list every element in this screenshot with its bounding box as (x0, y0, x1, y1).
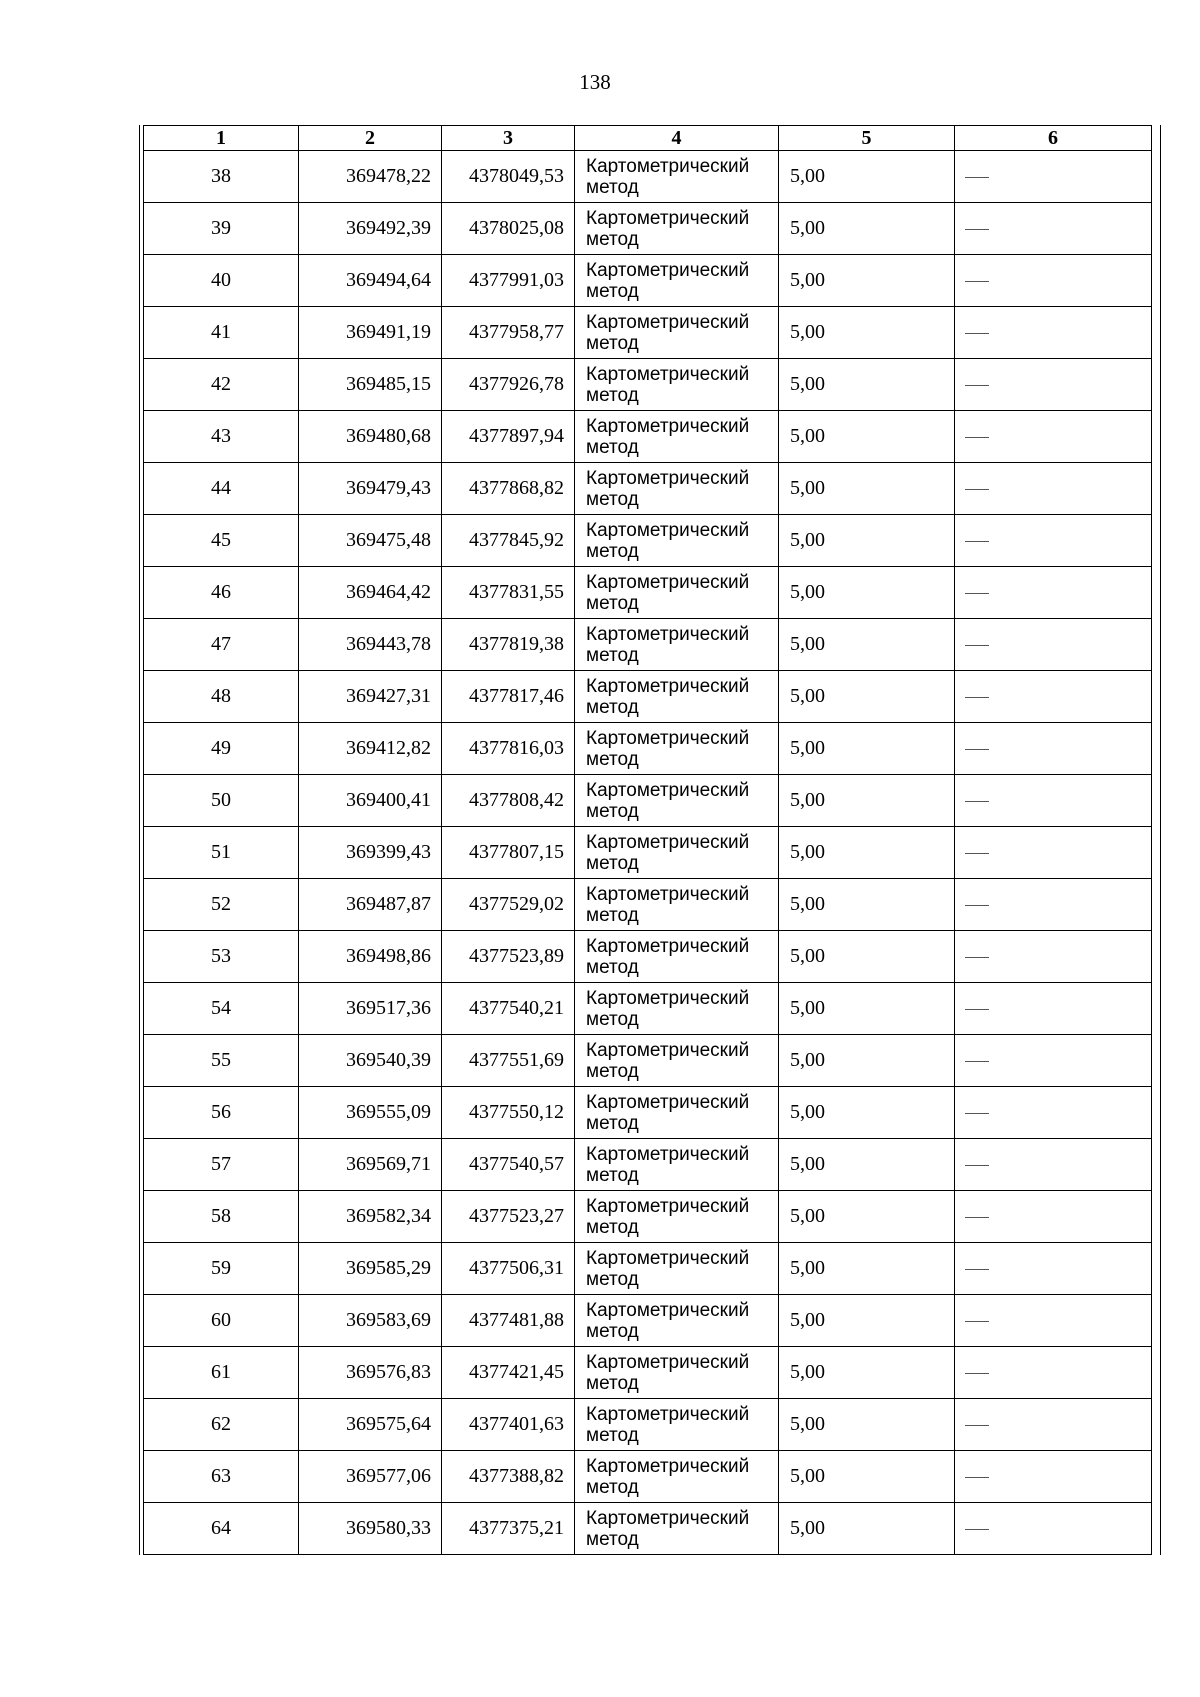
table-row (144, 1451, 1152, 1503)
x-coordinate-cell: 369582,34 (299, 1191, 442, 1243)
dash-glyph (965, 1061, 989, 1062)
table-row (144, 463, 1152, 515)
note-cell (955, 1347, 1152, 1399)
method-text-line-2: метод (586, 644, 639, 666)
method-cell (575, 359, 779, 411)
point-number-cell: 60 (144, 1295, 299, 1347)
column-header: 3 (442, 126, 575, 151)
dash-glyph (965, 1217, 989, 1218)
accuracy-cell: 5,00 (779, 1139, 955, 1191)
x-coordinate-cell: 369575,64 (299, 1399, 442, 1451)
y-coordinate-cell: 4377897,94 (442, 411, 575, 463)
method-text-line-1: Картометрический (586, 259, 750, 281)
column-header: 2 (299, 126, 442, 151)
method-text-line-2: метод (586, 1060, 639, 1082)
y-coordinate-cell: 4377845,92 (442, 515, 575, 567)
coordinates-table (143, 125, 1152, 1555)
x-coordinate-cell: 369517,36 (299, 983, 442, 1035)
table-header-row (144, 126, 1152, 151)
method-text-line-2: метод (586, 696, 639, 718)
dash-glyph (965, 749, 989, 750)
method-cell (575, 463, 779, 515)
method-cell (575, 827, 779, 879)
note-cell (955, 567, 1152, 619)
accuracy-cell: 5,00 (779, 1503, 955, 1555)
point-number-cell: 61 (144, 1347, 299, 1399)
method-cell (575, 723, 779, 775)
x-coordinate-cell: 369480,68 (299, 411, 442, 463)
method-cell (575, 1035, 779, 1087)
method-text-line-2: метод (586, 1320, 639, 1342)
note-cell (955, 827, 1152, 879)
accuracy-cell: 5,00 (779, 567, 955, 619)
method-text-line-1: Картометрический (586, 1247, 750, 1269)
method-text-line-2: метод (586, 1216, 639, 1238)
table-row (144, 1087, 1152, 1139)
point-number-cell: 42 (144, 359, 299, 411)
column-header: 1 (144, 126, 299, 151)
point-number-cell: 49 (144, 723, 299, 775)
point-number-cell: 59 (144, 1243, 299, 1295)
point-number-cell: 44 (144, 463, 299, 515)
accuracy-cell: 5,00 (779, 983, 955, 1035)
x-coordinate-cell: 369478,22 (299, 151, 442, 203)
note-cell (955, 1503, 1152, 1555)
dash-glyph (965, 593, 989, 594)
method-text-line-2: метод (586, 800, 639, 822)
method-text-line-1: Картометрический (586, 1039, 750, 1061)
method-text-line-2: метод (586, 748, 639, 770)
accuracy-cell: 5,00 (779, 1243, 955, 1295)
point-number-cell: 38 (144, 151, 299, 203)
dash-glyph (965, 333, 989, 334)
table-row (144, 151, 1152, 203)
x-coordinate-cell: 369485,15 (299, 359, 442, 411)
method-cell (575, 879, 779, 931)
dash-glyph (965, 1165, 989, 1166)
x-coordinate-cell: 369498,86 (299, 931, 442, 983)
table-body (144, 151, 1152, 1555)
accuracy-cell: 5,00 (779, 723, 955, 775)
method-cell (575, 1139, 779, 1191)
method-cell (575, 775, 779, 827)
x-coordinate-cell: 369475,48 (299, 515, 442, 567)
method-text-line-2: метод (586, 1268, 639, 1290)
note-cell (955, 1399, 1152, 1451)
table-row (144, 567, 1152, 619)
table-row (144, 983, 1152, 1035)
note-cell (955, 203, 1152, 255)
y-coordinate-cell: 4377421,45 (442, 1347, 575, 1399)
y-coordinate-cell: 4377831,55 (442, 567, 575, 619)
y-coordinate-cell: 4377401,63 (442, 1399, 575, 1451)
accuracy-cell: 5,00 (779, 1087, 955, 1139)
dash-glyph (965, 385, 989, 386)
note-cell (955, 1087, 1152, 1139)
method-text-line-1: Картометрический (586, 831, 750, 853)
dash-glyph (965, 1373, 989, 1374)
method-cell (575, 255, 779, 307)
method-text-line-1: Картометрический (586, 883, 750, 905)
x-coordinate-cell: 369487,87 (299, 879, 442, 931)
method-text-line-1: Картометрический (586, 1507, 750, 1529)
method-text-line-1: Картометрический (586, 311, 750, 333)
method-text-line-1: Картометрический (586, 1403, 750, 1425)
note-cell (955, 463, 1152, 515)
x-coordinate-cell: 369427,31 (299, 671, 442, 723)
y-coordinate-cell: 4377926,78 (442, 359, 575, 411)
method-text-line-2: метод (586, 1112, 639, 1134)
method-text-line-2: метод (586, 592, 639, 614)
method-text-line-2: метод (586, 1372, 639, 1394)
table-row (144, 619, 1152, 671)
method-cell (575, 567, 779, 619)
accuracy-cell: 5,00 (779, 931, 955, 983)
accuracy-cell: 5,00 (779, 151, 955, 203)
point-number-cell: 54 (144, 983, 299, 1035)
y-coordinate-cell: 4377551,69 (442, 1035, 575, 1087)
method-text-line-2: метод (586, 176, 639, 198)
x-coordinate-cell: 369464,42 (299, 567, 442, 619)
accuracy-cell: 5,00 (779, 255, 955, 307)
point-number-cell: 47 (144, 619, 299, 671)
method-cell (575, 203, 779, 255)
dash-glyph (965, 957, 989, 958)
note-cell (955, 359, 1152, 411)
method-text-line-1: Картометрический (586, 1091, 750, 1113)
method-text-line-2: метод (586, 1528, 639, 1550)
table-row (144, 515, 1152, 567)
table-row (144, 1191, 1152, 1243)
y-coordinate-cell: 4377819,38 (442, 619, 575, 671)
accuracy-cell: 5,00 (779, 1347, 955, 1399)
dash-glyph (965, 541, 989, 542)
x-coordinate-cell: 369479,43 (299, 463, 442, 515)
note-cell (955, 1295, 1152, 1347)
point-number-cell: 41 (144, 307, 299, 359)
point-number-cell: 56 (144, 1087, 299, 1139)
point-number-cell: 63 (144, 1451, 299, 1503)
accuracy-cell: 5,00 (779, 1035, 955, 1087)
note-cell (955, 671, 1152, 723)
accuracy-cell: 5,00 (779, 1295, 955, 1347)
method-text-line-1: Картометрический (586, 1351, 750, 1373)
accuracy-cell: 5,00 (779, 203, 955, 255)
note-cell (955, 723, 1152, 775)
dash-glyph (965, 1529, 989, 1530)
method-text-line-2: метод (586, 1476, 639, 1498)
table-row (144, 1035, 1152, 1087)
method-text-line-1: Картометрический (586, 623, 750, 645)
page-number: 138 (579, 70, 611, 94)
note-cell (955, 619, 1152, 671)
y-coordinate-cell: 4377991,03 (442, 255, 575, 307)
point-number-cell: 51 (144, 827, 299, 879)
y-coordinate-cell: 4377529,02 (442, 879, 575, 931)
y-coordinate-cell: 4377388,82 (442, 1451, 575, 1503)
x-coordinate-cell: 369555,09 (299, 1087, 442, 1139)
method-text-line-1: Картометрический (586, 415, 750, 437)
x-coordinate-cell: 369583,69 (299, 1295, 442, 1347)
accuracy-cell: 5,00 (779, 619, 955, 671)
accuracy-cell: 5,00 (779, 463, 955, 515)
note-cell (955, 1243, 1152, 1295)
method-text-line-2: метод (586, 280, 639, 302)
method-cell (575, 151, 779, 203)
note-cell (955, 151, 1152, 203)
y-coordinate-cell: 4377506,31 (442, 1243, 575, 1295)
dash-glyph (965, 697, 989, 698)
method-text-line-2: метод (586, 904, 639, 926)
dash-glyph (965, 1009, 989, 1010)
dash-glyph (965, 437, 989, 438)
note-cell (955, 983, 1152, 1035)
dash-glyph (965, 853, 989, 854)
y-coordinate-cell: 4377523,89 (442, 931, 575, 983)
x-coordinate-cell: 369576,83 (299, 1347, 442, 1399)
table-row (144, 931, 1152, 983)
point-number-cell: 52 (144, 879, 299, 931)
note-cell (955, 307, 1152, 359)
dash-glyph (965, 1321, 989, 1322)
point-number-cell: 55 (144, 1035, 299, 1087)
y-coordinate-cell: 4377817,46 (442, 671, 575, 723)
table-row (144, 411, 1152, 463)
point-number-cell: 64 (144, 1503, 299, 1555)
dash-glyph (965, 229, 989, 230)
accuracy-cell: 5,00 (779, 827, 955, 879)
dash-glyph (965, 177, 989, 178)
note-cell (955, 255, 1152, 307)
method-text-line-1: Картометрический (586, 987, 750, 1009)
method-text-line-1: Картометрический (586, 675, 750, 697)
table-row (144, 1139, 1152, 1191)
method-cell (575, 411, 779, 463)
dash-glyph (965, 645, 989, 646)
method-text-line-2: метод (586, 956, 639, 978)
method-cell (575, 307, 779, 359)
method-text-line-1: Картометрический (586, 207, 750, 229)
y-coordinate-cell: 4377540,21 (442, 983, 575, 1035)
dash-glyph (965, 1269, 989, 1270)
method-text-line-2: метод (586, 852, 639, 874)
table-row (144, 1399, 1152, 1451)
table-row (144, 255, 1152, 307)
method-text-line-1: Картометрический (586, 935, 750, 957)
table-row (144, 879, 1152, 931)
accuracy-cell: 5,00 (779, 359, 955, 411)
y-coordinate-cell: 4377523,27 (442, 1191, 575, 1243)
point-number-cell: 39 (144, 203, 299, 255)
method-text-line-1: Картометрический (586, 1299, 750, 1321)
point-number-cell: 48 (144, 671, 299, 723)
dash-glyph (965, 1477, 989, 1478)
column-header: 6 (955, 126, 1152, 151)
note-cell (955, 775, 1152, 827)
method-text-line-2: метод (586, 1164, 639, 1186)
method-cell (575, 1087, 779, 1139)
method-text-line-2: метод (586, 384, 639, 406)
table-row (144, 723, 1152, 775)
dash-glyph (965, 281, 989, 282)
method-cell (575, 1451, 779, 1503)
method-cell (575, 1191, 779, 1243)
table-row (144, 775, 1152, 827)
x-coordinate-cell: 369412,82 (299, 723, 442, 775)
table-row (144, 1243, 1152, 1295)
y-coordinate-cell: 4378049,53 (442, 151, 575, 203)
method-cell (575, 619, 779, 671)
point-number-cell: 62 (144, 1399, 299, 1451)
method-cell (575, 515, 779, 567)
x-coordinate-cell: 369585,29 (299, 1243, 442, 1295)
x-coordinate-cell: 369443,78 (299, 619, 442, 671)
note-cell (955, 411, 1152, 463)
method-text-line-1: Картометрический (586, 779, 750, 801)
point-number-cell: 46 (144, 567, 299, 619)
point-number-cell: 45 (144, 515, 299, 567)
table-row (144, 1503, 1152, 1555)
method-text-line-2: метод (586, 1008, 639, 1030)
accuracy-cell: 5,00 (779, 1399, 955, 1451)
table-row (144, 1347, 1152, 1399)
note-cell (955, 1451, 1152, 1503)
x-coordinate-cell: 369580,33 (299, 1503, 442, 1555)
method-text-line-1: Картометрический (586, 155, 750, 177)
table-row (144, 359, 1152, 411)
method-text-line-1: Картометрический (586, 467, 750, 489)
method-text-line-1: Картометрический (586, 363, 750, 385)
method-cell (575, 1399, 779, 1451)
method-cell (575, 671, 779, 723)
note-cell (955, 879, 1152, 931)
accuracy-cell: 5,00 (779, 1451, 955, 1503)
dash-glyph (965, 1425, 989, 1426)
note-cell (955, 931, 1152, 983)
method-cell (575, 1295, 779, 1347)
method-text-line-1: Картометрический (586, 727, 750, 749)
coordinates-table-frame (139, 125, 1161, 1555)
table-row (144, 307, 1152, 359)
table-row (144, 827, 1152, 879)
method-cell (575, 983, 779, 1035)
method-text-line-1: Картометрический (586, 1195, 750, 1217)
note-cell (955, 515, 1152, 567)
dash-glyph (965, 489, 989, 490)
method-text-line-2: метод (586, 332, 639, 354)
method-cell (575, 1503, 779, 1555)
method-text-line-1: Картометрический (586, 571, 750, 593)
method-cell (575, 1243, 779, 1295)
y-coordinate-cell: 4377808,42 (442, 775, 575, 827)
note-cell (955, 1035, 1152, 1087)
accuracy-cell: 5,00 (779, 307, 955, 359)
accuracy-cell: 5,00 (779, 515, 955, 567)
method-cell (575, 1347, 779, 1399)
point-number-cell: 43 (144, 411, 299, 463)
column-header: 5 (779, 126, 955, 151)
x-coordinate-cell: 369540,39 (299, 1035, 442, 1087)
y-coordinate-cell: 4377807,15 (442, 827, 575, 879)
y-coordinate-cell: 4377816,03 (442, 723, 575, 775)
method-text-line-2: метод (586, 488, 639, 510)
column-header: 4 (575, 126, 779, 151)
method-text-line-1: Картометрический (586, 1143, 750, 1165)
method-cell (575, 931, 779, 983)
dash-glyph (965, 905, 989, 906)
point-number-cell: 40 (144, 255, 299, 307)
accuracy-cell: 5,00 (779, 671, 955, 723)
method-text-line-1: Картометрический (586, 519, 750, 541)
y-coordinate-cell: 4377481,88 (442, 1295, 575, 1347)
x-coordinate-cell: 369491,19 (299, 307, 442, 359)
point-number-cell: 57 (144, 1139, 299, 1191)
table-row (144, 1295, 1152, 1347)
accuracy-cell: 5,00 (779, 411, 955, 463)
method-text-line-1: Картометрический (586, 1455, 750, 1477)
point-number-cell: 50 (144, 775, 299, 827)
note-cell (955, 1139, 1152, 1191)
y-coordinate-cell: 4378025,08 (442, 203, 575, 255)
y-coordinate-cell: 4377868,82 (442, 463, 575, 515)
y-coordinate-cell: 4377540,57 (442, 1139, 575, 1191)
accuracy-cell: 5,00 (779, 1191, 955, 1243)
method-text-line-2: метод (586, 436, 639, 458)
y-coordinate-cell: 4377958,77 (442, 307, 575, 359)
dash-glyph (965, 1113, 989, 1114)
point-number-cell: 58 (144, 1191, 299, 1243)
point-number-cell: 53 (144, 931, 299, 983)
y-coordinate-cell: 4377375,21 (442, 1503, 575, 1555)
dash-glyph (965, 801, 989, 802)
note-cell (955, 1191, 1152, 1243)
method-text-line-2: метод (586, 540, 639, 562)
x-coordinate-cell: 369400,41 (299, 775, 442, 827)
table-row (144, 671, 1152, 723)
x-coordinate-cell: 369399,43 (299, 827, 442, 879)
method-text-line-2: метод (586, 1424, 639, 1446)
y-coordinate-cell: 4377550,12 (442, 1087, 575, 1139)
accuracy-cell: 5,00 (779, 775, 955, 827)
method-text-line-2: метод (586, 228, 639, 250)
x-coordinate-cell: 369492,39 (299, 203, 442, 255)
x-coordinate-cell: 369577,06 (299, 1451, 442, 1503)
table-row (144, 203, 1152, 255)
accuracy-cell: 5,00 (779, 879, 955, 931)
x-coordinate-cell: 369494,64 (299, 255, 442, 307)
x-coordinate-cell: 369569,71 (299, 1139, 442, 1191)
